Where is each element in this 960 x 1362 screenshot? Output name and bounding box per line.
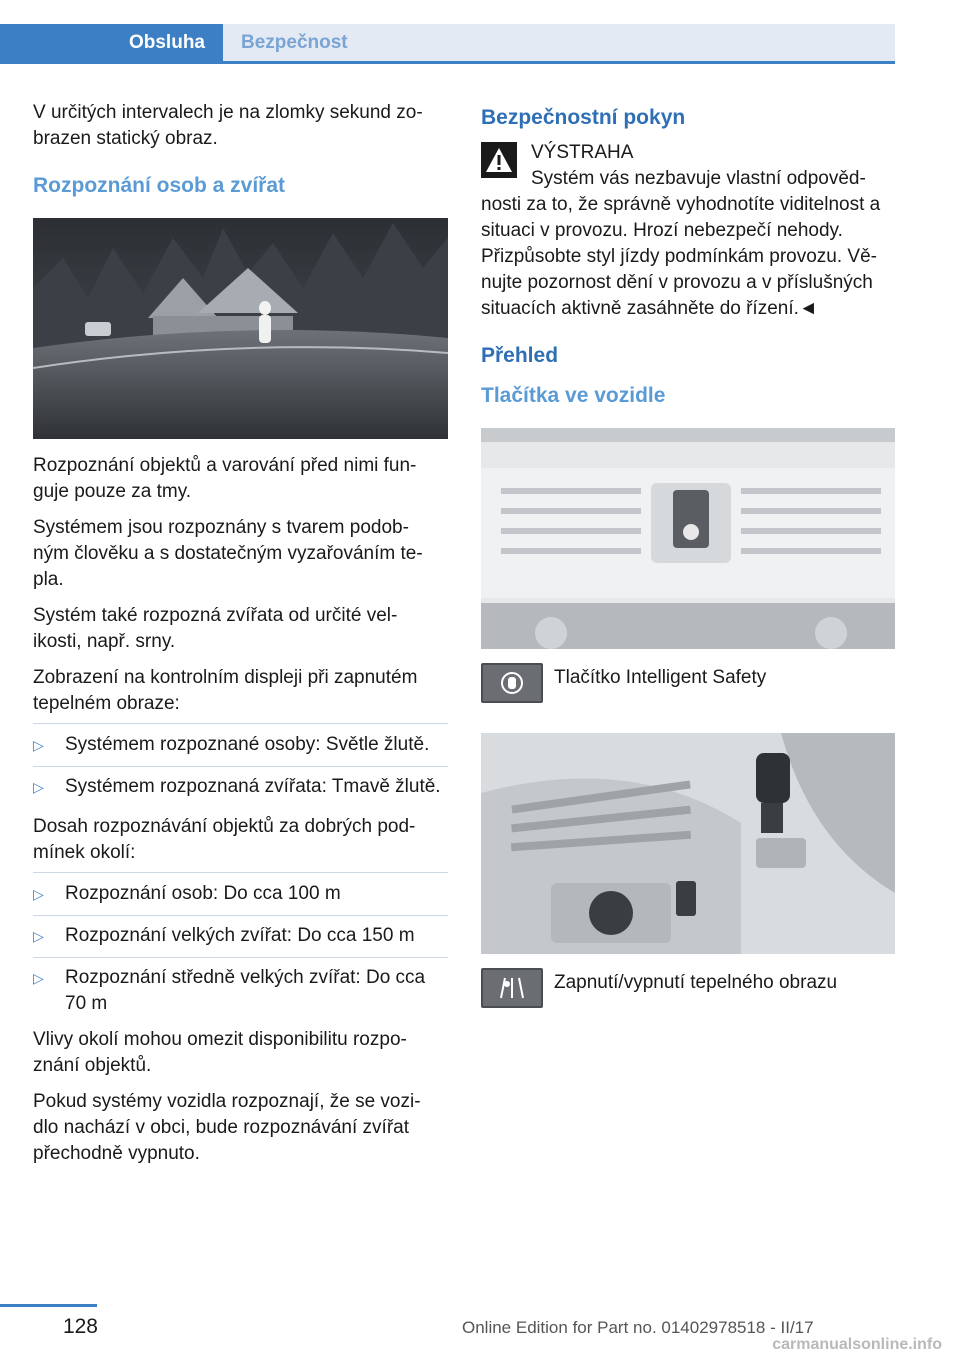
watermark: carmanualsonline.info	[772, 1336, 942, 1353]
range-list	[33, 872, 448, 1017]
header-divider	[0, 61, 895, 64]
list-item: ▷ Rozpoznání osob: Do cca 100 m	[33, 881, 448, 907]
intelligent-safety-label: Tlačítko Intelligent Safety	[554, 667, 767, 688]
paragraph-human-shape: Systémem jsou rozpoznány s tvarem podob‐ ným člověku a s dostatečným vyzařováním te‐ pla.	[33, 517, 423, 590]
paragraph-town: Pokud systémy vozidla rozpoznají, že se vozi‐ dlo nachází v obci, bude rozpoznávání zvířat přechodně vypnuto.	[33, 1091, 421, 1164]
warning-block	[481, 140, 895, 166]
dashboard-vents-photo	[481, 428, 895, 649]
warning-title: VÝSTRAHA	[531, 142, 634, 163]
section-heading-recognition: Rozpoznání osob a zvířat	[33, 174, 286, 197]
warning-text: Systém vás nezbavuje vlastní odpověd‐ nosti za to, že správně vyhodnotíte viditelnost a situaci v provozu. Hrozí nebezpečí nehody. Přizpůsobte styl jízdy podmínkám provozu. Vě‐ nujte pozornost dění v provozu a v příslušných situacích aktivně zasáhněte do řízení.◄	[481, 168, 881, 319]
list-item: ▷ Systémem rozpoznaná zvířata: Tmavě žlutě.	[33, 766, 448, 800]
tab-obsluha[interactable]: Obsluha	[0, 24, 223, 62]
thermal-image-row	[481, 968, 895, 1014]
left-column	[33, 100, 448, 1177]
display-color-list	[33, 723, 448, 800]
safety-heading: Bezpečnostní pokyn	[481, 106, 686, 129]
intelligent-safety-row	[481, 663, 895, 709]
warning-triangle-icon	[481, 142, 517, 178]
triangle-bullet-icon: ▷	[33, 886, 44, 902]
tab-bezpecnost[interactable]: Bezpečnost	[223, 24, 895, 62]
paragraph-display: Zobrazení na kontrolním displeji při zapnutém tepelném obraze:	[33, 667, 418, 714]
triangle-bullet-icon: ▷	[33, 928, 44, 944]
footer-divider	[0, 1304, 97, 1307]
paragraph-animals: Systém také rozpozná zvířata od určité vel‐ ikosti, např. srny.	[33, 605, 398, 652]
night-vision-button-icon	[481, 968, 543, 1008]
edition-text: Online Edition for Part no. 01402978518 - II/17	[462, 1318, 814, 1337]
paragraph-range: Dosah rozpoznávání objektů za dobrých pod‐ mínek okolí:	[33, 816, 416, 863]
triangle-bullet-icon: ▷	[33, 737, 44, 753]
list-item: ▷ Rozpoznání středně velkých zvířat: Do cca 70 m	[33, 957, 448, 1017]
list-item: ▷ Rozpoznání velkých zvířat: Do cca 150 m	[33, 915, 448, 949]
light-switch-photo	[481, 733, 895, 954]
paragraph-dark-only: Rozpoznání objektů a varování před nimi fun‐ guje pouze za tmy.	[33, 455, 417, 502]
intro-paragraph: V určitých intervalech je na zlomky sekund zo‐ brazen statický obraz.	[33, 102, 423, 149]
night-vision-photo	[33, 218, 448, 439]
triangle-bullet-icon: ▷	[33, 779, 44, 795]
right-column	[481, 100, 895, 1038]
paragraph-environment: Vlivy okolí mohou omezit disponibilitu rozpo‐ znání objektů.	[33, 1029, 407, 1076]
buttons-heading: Tlačítka ve vozidle	[481, 384, 666, 407]
overview-heading: Přehled	[481, 344, 559, 367]
intelligent-safety-button-icon	[481, 663, 543, 703]
triangle-bullet-icon: ▷	[33, 970, 44, 986]
list-item: ▷ Systémem rozpoznané osoby: Světle žlutě.	[33, 732, 448, 758]
thermal-image-label: Zapnutí/vypnutí tepelného obrazu	[554, 972, 838, 993]
page-header	[0, 0, 960, 64]
page-number: 128	[62, 1315, 98, 1338]
